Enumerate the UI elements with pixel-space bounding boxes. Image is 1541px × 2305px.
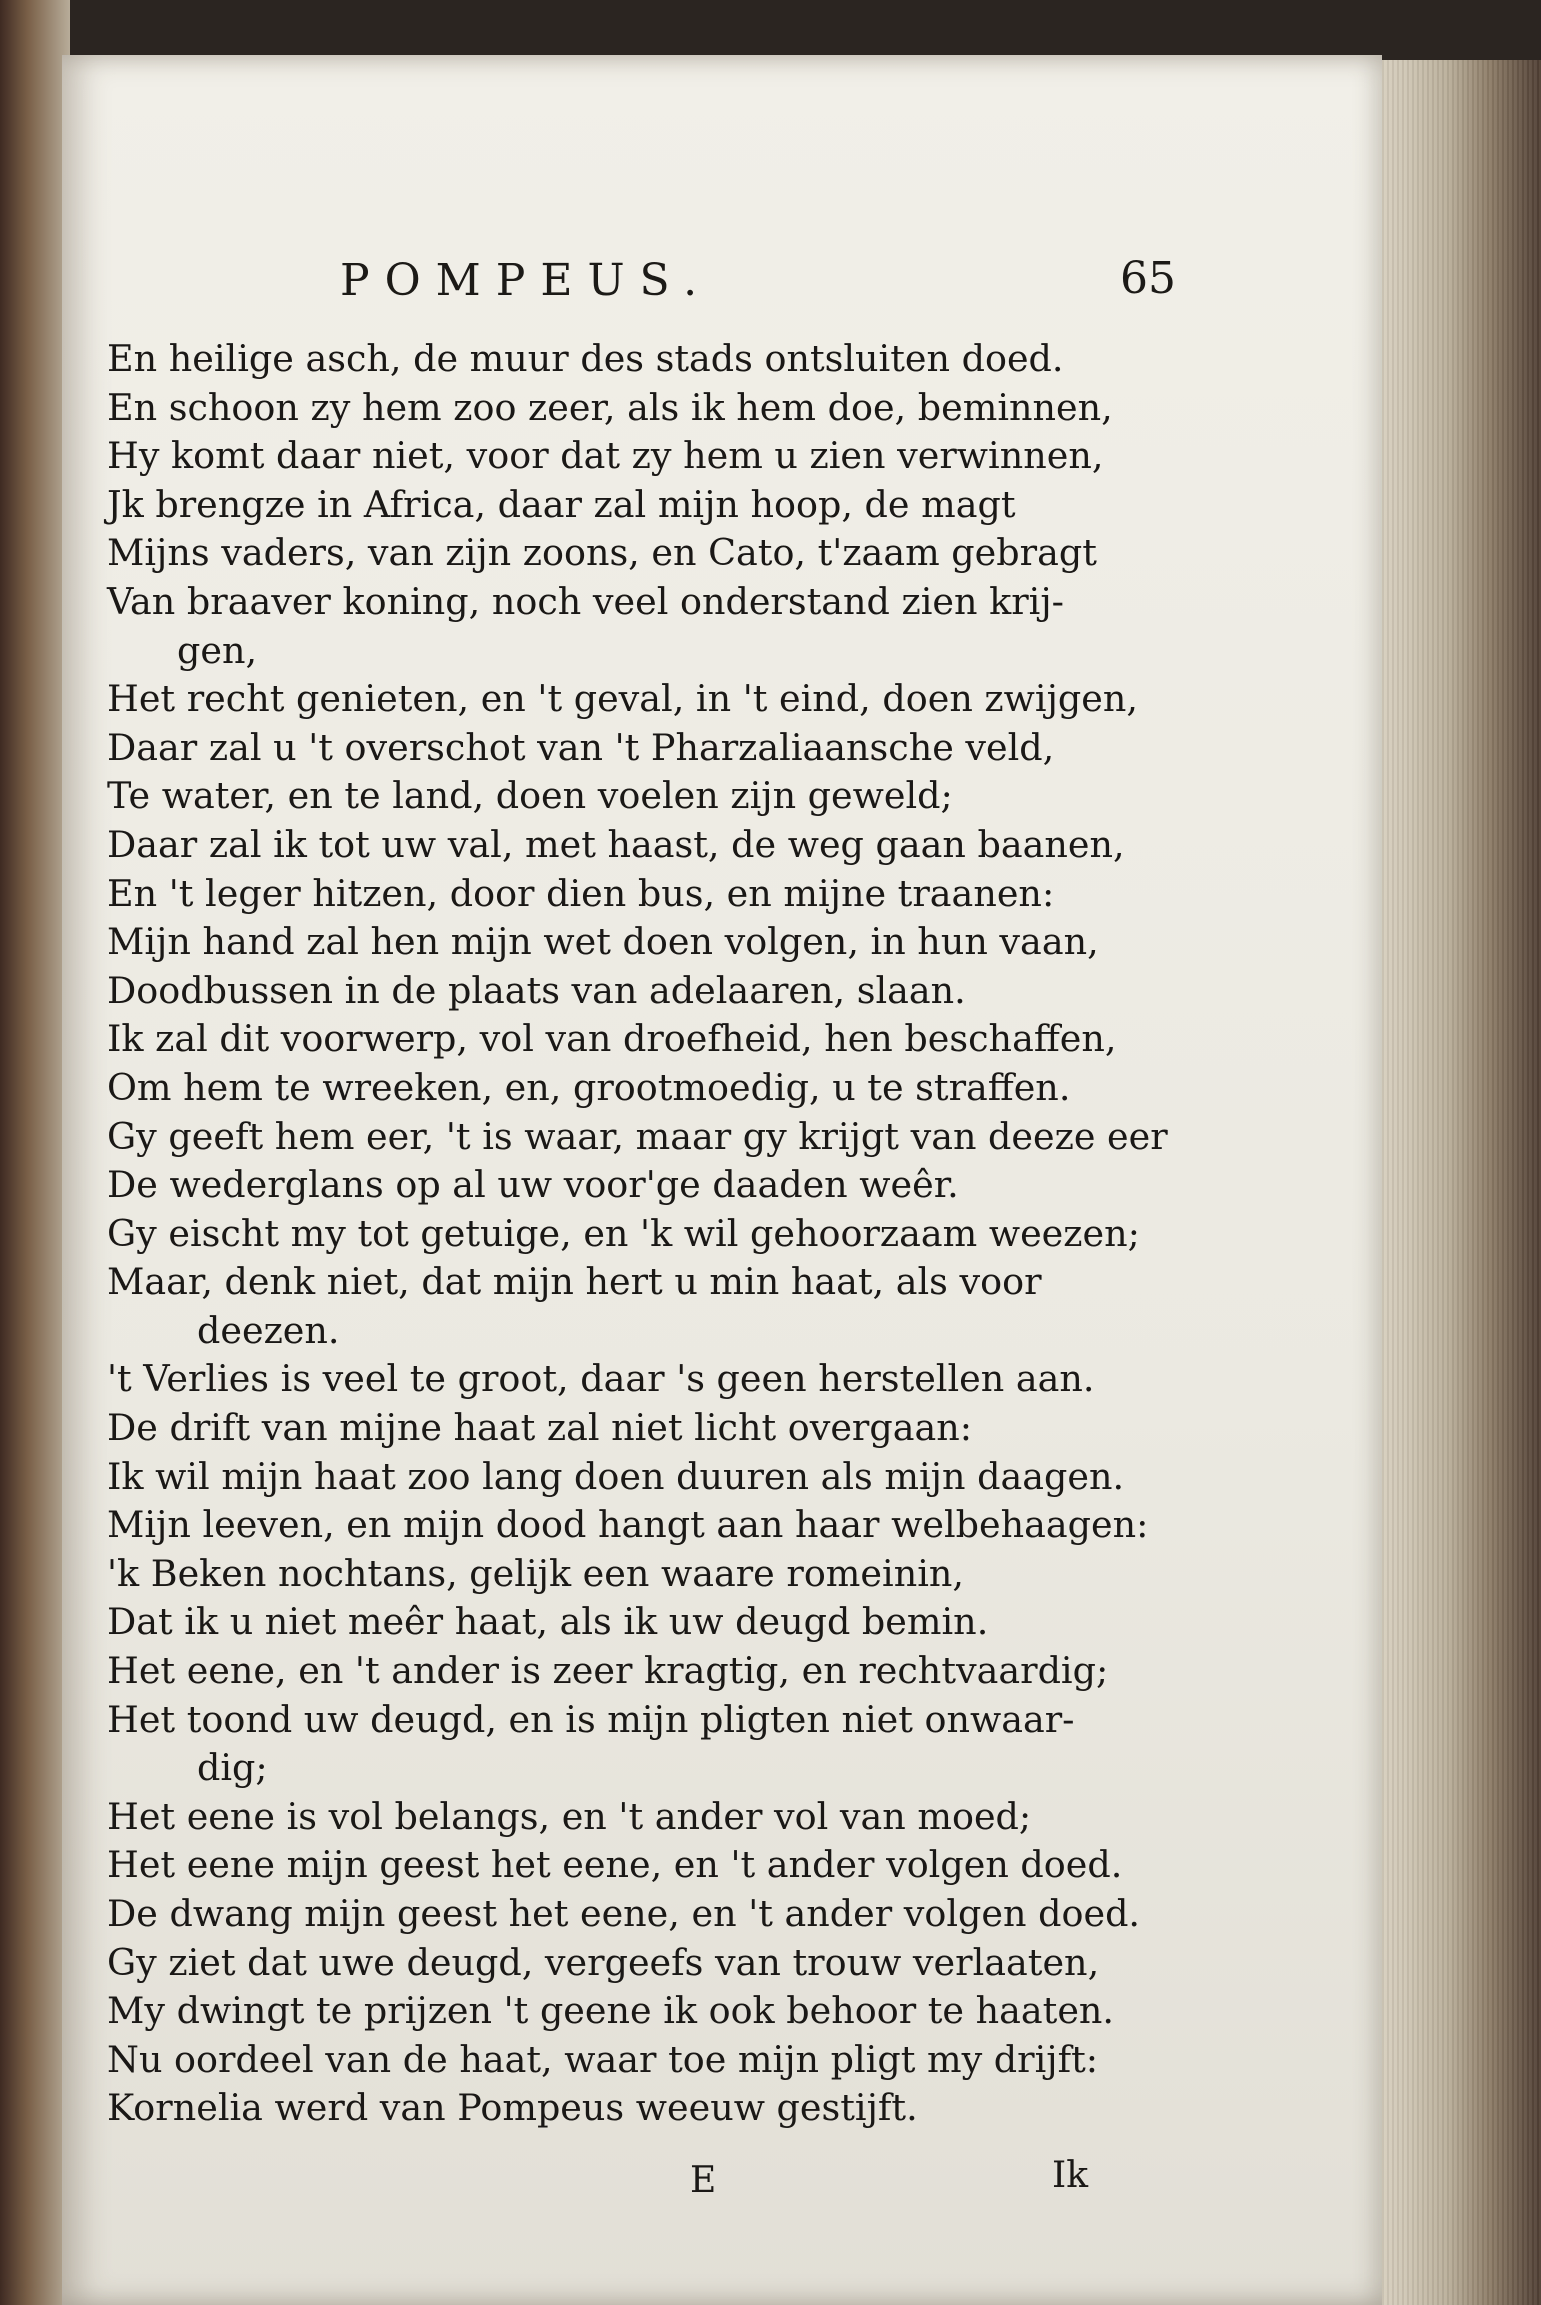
verse-line: Nu oordeel van de haat, waar toe mijn pligt my drijft: — [107, 2037, 1099, 2081]
verse-line: De dwang mijn geest het eene, en 't ander volgen doed. — [107, 1892, 1141, 1935]
signature-mark: E — [690, 2160, 717, 2201]
verse-line: Jk brengze in Africa, daar zal mijn hoop, de magt — [107, 482, 1016, 526]
verse-line-turnover: gen, — [177, 628, 258, 672]
verse-line: Gy geeft hem eer, 't is waar, maar gy krijgt van deeze eer — [107, 1114, 1168, 1158]
running-title: POMPEUS. — [340, 255, 713, 306]
verse-line: En heilige asch, de muur des stads ontsluiten doed. — [107, 337, 1064, 380]
verse-line-turnover: deezen. — [197, 1308, 340, 1352]
page-footer — [62, 2155, 1382, 2220]
verse-line: 't Verlies is veel te groot, daar 's geen herstellen aan. — [107, 1357, 1095, 1401]
verse-line: Ik wil mijn haat zoo lang doen duuren als mijn daagen. — [107, 1454, 1125, 1498]
verse-line: Gy ziet dat uwe deugd, vergeefs van trouw verlaaten, — [107, 1940, 1100, 1984]
previous-page-edge — [0, 0, 70, 2305]
verse-line: Om hem te wreeken, en, grootmoedig, u te straffen. — [107, 1065, 1071, 1109]
verse-line: My dwingt te prijzen 't geene ik ook behoor te haaten. — [107, 1989, 1115, 2033]
verse-text — [107, 335, 1227, 2133]
verse-line: Doodbussen in de plaats van adelaaren, slaan. — [107, 968, 966, 1012]
verse-line: 'k Beken nochtans, gelijk een waare romeinin, — [107, 1551, 964, 1595]
verse-line: De drift van mijne haat zal niet licht overgaan: — [107, 1406, 973, 1450]
verse-line: Dat ik u niet meêr haat, als ik uw deugd bemin. — [107, 1600, 989, 1644]
verse-line: Daar zal u 't overschot van 't Pharzaliaansche veld, — [107, 725, 1055, 769]
verse-line: Gy eischt my tot getuige, en 'k wil gehoorzaam weezen; — [107, 1211, 1140, 1255]
verse-line: Mijn hand zal hen mijn wet doen volgen, in hun vaan, — [107, 920, 1099, 964]
page-stack-edge — [1372, 60, 1541, 2305]
verse-line: Kornelia werd van Pompeus weeuw gestijft. — [107, 2086, 918, 2130]
verse-line: Ik zal dit voorwerp, vol van droefheid, hen beschaffen, — [107, 1017, 1117, 1061]
verse-line: Het toond uw deugd, en is mijn pligten niet onwaar- — [107, 1697, 1075, 1741]
verse-line: Maar, denk niet, dat mijn hert u min haat, als voor — [107, 1260, 1042, 1304]
verse-line: Het eene is vol belangs, en 't ander vol van moed; — [107, 1794, 1032, 1838]
page-header — [62, 235, 1382, 345]
book-page — [62, 55, 1382, 2305]
verse-line: Het eene, en 't ander is zeer kragtig, en rechtvaardig; — [107, 1649, 1109, 1693]
verse-line: De wederglans op al uw voor'ge daaden weêr. — [107, 1163, 959, 1207]
verse-line: En 't leger hitzen, door dien bus, en mijne traanen: — [107, 871, 1055, 915]
verse-line: Hy komt daar niet, voor dat zy hem u zien verwinnen, — [107, 434, 1104, 478]
verse-line: Mijns vaders, van zijn zoons, en Cato, t'zaam gebragt — [107, 531, 1097, 575]
verse-line: Van braaver koning, noch veel onderstand zien krij- — [107, 579, 1065, 623]
page-number: 65 — [1120, 253, 1176, 304]
verse-line: En schoon zy hem zoo zeer, als ik hem doe, beminnen, — [107, 385, 1113, 429]
verse-line: Te water, en te land, doen voelen zijn geweld; — [107, 774, 953, 818]
verse-line: Het eene mijn geest het eene, en 't ander volgen doed. — [107, 1843, 1123, 1887]
verse-line-turnover: dig; — [197, 1746, 268, 1790]
verse-line: Het recht genieten, en 't geval, in 't eind, doen zwijgen, — [107, 677, 1138, 721]
verse-line: Daar zal ik tot uw val, met haast, de weg gaan baanen, — [107, 822, 1125, 866]
catchword: Ik — [1052, 2155, 1089, 2196]
verse-line: Mijn leeven, en mijn dood hangt aan haar welbehaagen: — [107, 1503, 1149, 1547]
